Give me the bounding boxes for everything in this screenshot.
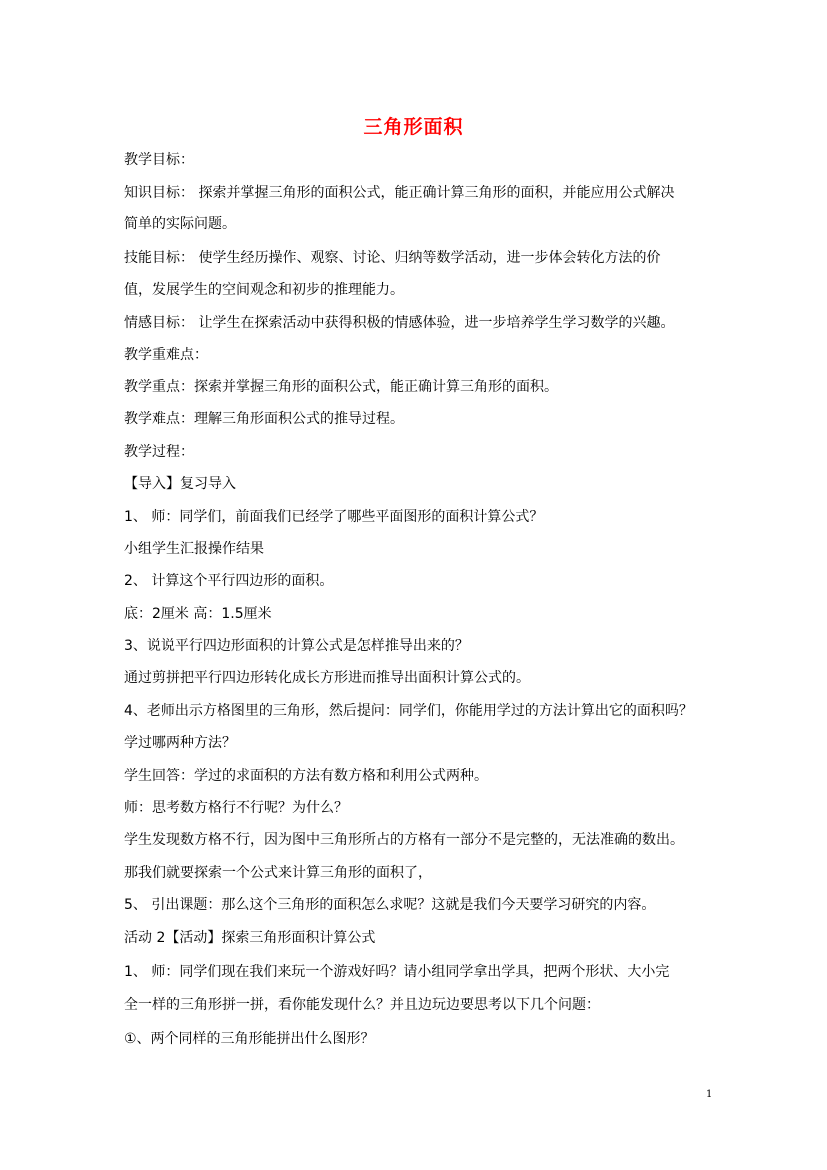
text-line: 简单的实际问题。 bbox=[124, 216, 236, 232]
text-line: 全一样的三角形拼一拼，看你能发现什么？并且边玩边要思考以下几个问题： bbox=[124, 997, 600, 1013]
document-title: 三角形面积 bbox=[363, 116, 464, 138]
text-line: 值，发展学生的空间观念和初步的推理能力。 bbox=[124, 282, 404, 298]
text-line: 教学难点：理解三角形面积公式的推导过程。 bbox=[124, 411, 404, 427]
text-line: 学生发现数方格不行，因为图中三角形所占的方格有一部分不是完整的，无法准确的数出。 bbox=[124, 832, 684, 848]
text-line: 活动 2【活动】探索三角形面积计算公式 bbox=[124, 930, 376, 946]
text-line: 底：2厘米 高：1.5厘米 bbox=[124, 606, 272, 622]
text-line: 知识目标： 探索并掌握三角形的面积公式，能正确计算三角形的面积，并能应用公式解决 bbox=[124, 185, 675, 201]
text-line: 2、 计算这个平行四边形的面积。 bbox=[124, 573, 334, 589]
text-line: 情感目标： 让学生在探索活动中获得积极的情感体验，进一步培养学生学习数学的兴趣。 bbox=[124, 315, 675, 331]
text-line: 1、 师：同学们现在我们来玩一个游戏好吗？请小组同学拿出学具，把两个形状、大小完 bbox=[124, 964, 670, 980]
text-line: 小组学生汇报操作结果 bbox=[124, 541, 264, 557]
text-line: ①、两个同样的三角形能拼出什么图形？ bbox=[124, 1031, 375, 1047]
page-number: 1 bbox=[706, 1089, 713, 1100]
text-line: 4、老师出示方格图里的三角形，然后提问：同学们，你能用学过的方法计算出它的面积吗？ bbox=[124, 703, 693, 719]
text-line: 师：思考数方格行不行呢？为什么？ bbox=[124, 800, 348, 816]
text-line: 5、 引出课题：那么这个三角形的面积怎么求呢？这就是我们今天要学习研究的内容。 bbox=[124, 897, 656, 913]
text-line: 教学过程： bbox=[124, 444, 194, 460]
text-line: 1、 师：同学们，前面我们已经学了哪些平面图形的面积计算公式？ bbox=[124, 509, 544, 525]
text-line: 教学重点：探索并掌握三角形的面积公式，能正确计算三角形的面积。 bbox=[124, 379, 558, 395]
text-line: 教学目标： bbox=[124, 152, 194, 168]
text-line: 【导入】复习导入 bbox=[124, 476, 236, 492]
text-line: 通过剪拼把平行四边形转化成长方形进而推导出面积计算公式的。 bbox=[124, 670, 530, 686]
text-line: 那我们就要探索一个公式来计算三角形的面积了， bbox=[124, 865, 432, 881]
text-line: 3、说说平行四边形面积的计算公式是怎样推导出来的？ bbox=[124, 638, 469, 654]
text-line: 技能目标： 使学生经历操作、观察、讨论、归纳等数学活动，进一步体会转化方法的价 bbox=[124, 250, 661, 266]
text-line: 教学重难点： bbox=[124, 347, 208, 363]
text-line: 学生回答：学过的求面积的方法有数方格和利用公式两种。 bbox=[124, 768, 488, 784]
text-line: 学过哪两种方法？ bbox=[124, 735, 236, 751]
